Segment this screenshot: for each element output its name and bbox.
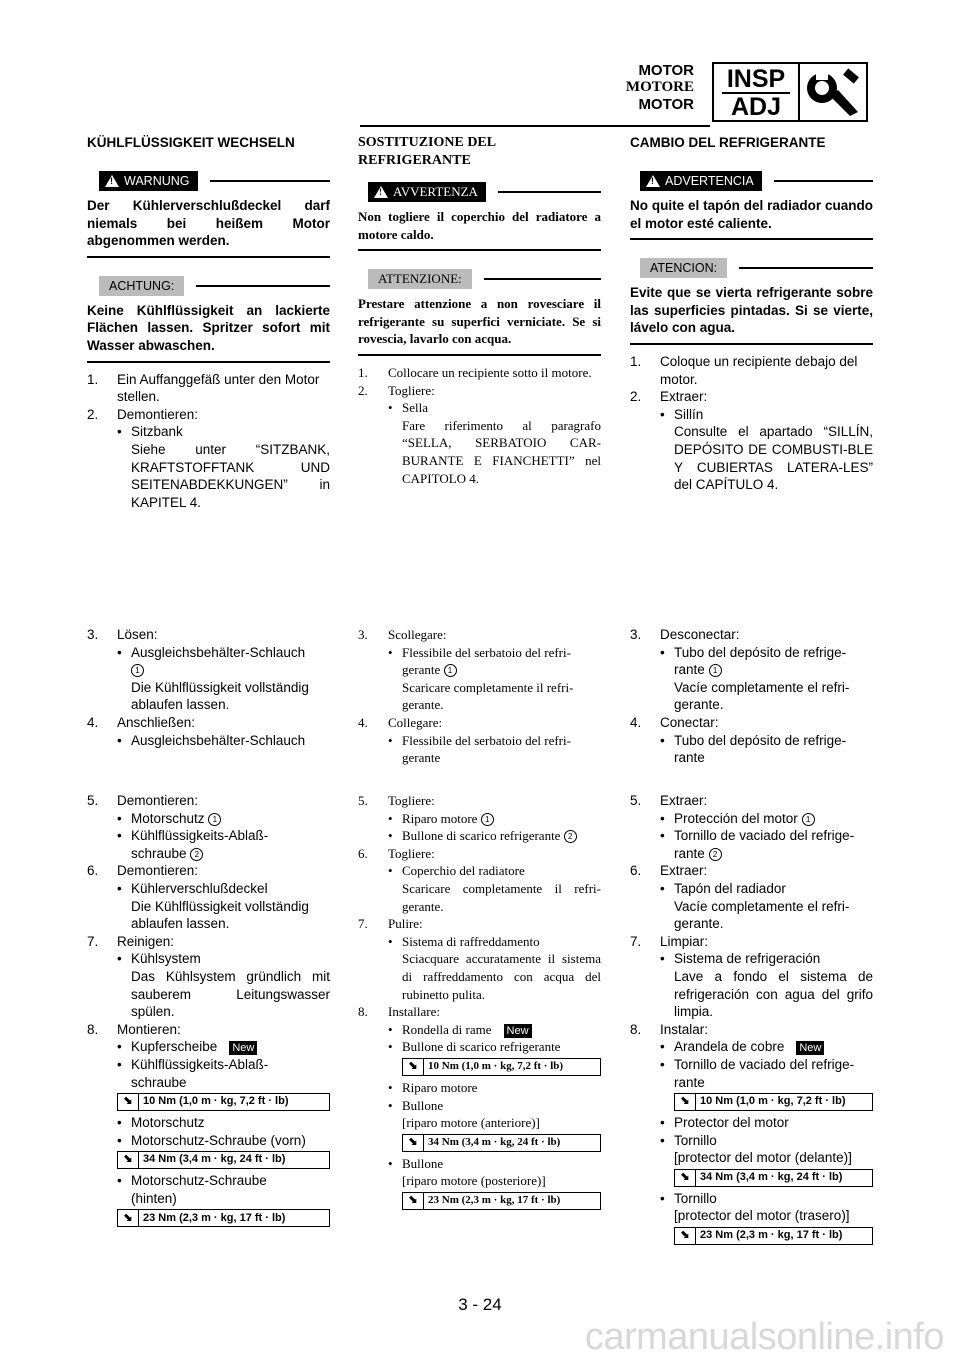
caution-text: Prestare attenzione a non rovesciare il refrigerante su superfici verniciate. Se si rovescia, lavarlo con acqua. [358, 295, 601, 356]
callout-number: 2 [709, 848, 722, 861]
step-number: 6. [87, 863, 99, 879]
step-8 [630, 1021, 873, 1091]
column-italian-steps-3-4 [358, 626, 601, 767]
bullet-item: • Kühlflüssigkeits-Ablaß-schraube [117, 1056, 330, 1091]
step-5 [358, 792, 601, 845]
warning-badge [99, 171, 198, 191]
caution-text: Keine Kühlflüssigkeit an lackierte Flächen lassen. Spritzer sofort mit Wasser abwaschen. [87, 302, 330, 363]
divider [739, 267, 873, 269]
bullet-text: Riparo motore [402, 810, 478, 826]
step-7 [358, 915, 601, 1003]
bullet-detail: Die Kühlflüssigkeit vollständig ablaufen lassen. [131, 898, 309, 932]
step-text: Reinigen: [117, 933, 175, 949]
torque-value: 10 Nm (1,0 m · kg, 7,2 ft · lb) [428, 1060, 564, 1073]
bullet-text: Bullone [402, 1097, 444, 1113]
torque-wrench-icon: ⬊ [675, 1094, 696, 1110]
step-number: 5. [358, 793, 368, 808]
bullet-text: Sistema de refrigeración [674, 951, 821, 967]
bullet-text: Ausgleichsbehälter-Schlauch [131, 644, 306, 660]
bullet-text: Bullone [402, 1155, 444, 1171]
callout-number: 1 [131, 664, 144, 677]
new-badge: New [504, 1024, 532, 1038]
step-text: Collocare un recipiente sotto il motore. [388, 364, 592, 380]
torque-value: 34 Nm (3,4 m · kg, 24 ft · lb) [700, 1171, 843, 1184]
section-title: CAMBIO DEL REFRIGERANTE [630, 135, 826, 150]
bullet-item: • Ausgleichsbehälter-Schlauch 1 Die Kühlflüssigkeit vollständig ablaufen lassen. [117, 644, 330, 714]
column-spanish [630, 134, 873, 494]
header-rule [360, 125, 710, 127]
bullet-text: Bullone di scarico refrigerante [402, 1039, 561, 1055]
bullet-item: • Motorschutz-Schraube (hinten) [117, 1172, 330, 1207]
step-number: 3. [87, 627, 99, 642]
torque-value: 23 Nm (2,3 m · kg, 17 ft · lb) [143, 1211, 286, 1224]
step-text: Lösen: [117, 627, 158, 642]
step-number: 2. [87, 406, 99, 422]
step-text: Extraer: [660, 863, 708, 879]
bullet-item: • Ausgleichsbehälter-Schlauch [117, 732, 306, 748]
step-6 [630, 862, 873, 932]
bullet-detail: Vacíe completamente el refri-gerante. [674, 898, 850, 932]
step-number: 1. [630, 353, 642, 369]
insp-adj-badge [712, 62, 868, 122]
bullet-text: Riparo motore [402, 1079, 478, 1095]
warning-triangle-icon [646, 175, 660, 187]
bullet-item: • Kupferscheibe New [117, 1038, 330, 1056]
warning-label: AVVERTENZA [393, 184, 478, 199]
section-labels [560, 62, 694, 113]
step-text: Pulire: [388, 916, 423, 932]
divider [498, 191, 601, 193]
bullet-text: Arandela de cobre [674, 1039, 785, 1055]
bullet-detail: [protector del motor (delante)] [674, 1150, 852, 1166]
bullet-text: Rondella di rame [402, 1021, 492, 1037]
callout-number: 1 [709, 664, 722, 677]
step-7 [630, 933, 873, 1021]
divider [774, 180, 873, 182]
warning-header [640, 171, 873, 191]
bullet-text: Tapón del radiador [674, 880, 786, 896]
torque-wrench-icon: ⬊ [118, 1152, 139, 1168]
step-8 [87, 1021, 330, 1091]
torque-wrench-icon: ⬊ [403, 1135, 424, 1151]
step-text: Instalar: [660, 1021, 709, 1037]
step-text: Demontieren: [117, 863, 199, 879]
torque-spec [674, 1169, 873, 1187]
caution-header [368, 269, 601, 289]
torque-spec [402, 1058, 601, 1076]
step-number: 5. [87, 793, 99, 808]
section-label-es: MOTOR [638, 96, 694, 113]
bullet-item: • Coperchio del radiatore Scaricare completamente il refri-gerante. [388, 863, 601, 914]
torque-value: 23 Nm (2,3 m · kg, 17 ft · lb) [428, 1194, 561, 1207]
bullet-text: Coperchio del radiatore [402, 863, 525, 879]
bullet-text: Kühlflüssigkeits-Ablaß-schraube [131, 828, 269, 861]
torque-spec [674, 1093, 873, 1111]
bullet-item: • Rondella di rame New [388, 1021, 601, 1039]
steps-1-2 [630, 353, 873, 494]
bullet-detail: Scaricare completamente il refri-gerante. [402, 880, 601, 914]
column-german-steps-3-4 [87, 626, 330, 749]
step-3 [358, 626, 601, 714]
warning-triangle-icon [105, 175, 119, 187]
step-4 [87, 714, 330, 749]
bullet-detail: Scaricare completamente il refri-gerante. [402, 679, 574, 713]
torque-spec [117, 1151, 330, 1169]
step-5 [87, 792, 330, 862]
step-8 [358, 1003, 601, 1056]
step-number: 4. [87, 714, 99, 730]
divider [210, 180, 330, 182]
step-text: Anschließen: [117, 714, 196, 730]
insp-label: INSP [726, 65, 786, 93]
torque-value: 10 Nm (1,0 m · kg, 7,2 ft · lb) [143, 1095, 289, 1108]
bullet-item: • Tornillo [protector del motor (trasero)] [660, 1190, 850, 1224]
bullet-detail: Das Kühlsystem gründlich mit sauberem Leitungswasser spülen. [131, 968, 330, 1020]
warning-text: No quite el tapón del radiador cuando el motor esté caliente. [630, 197, 873, 240]
warning-text: Non togliere il coperchio del radiatore a motore caldo. [358, 208, 601, 251]
bullet-text: Bullone di scarico refrigerante [402, 828, 561, 844]
torque-spec [402, 1192, 601, 1210]
bullet-item: • Flessibile del serbatoio del refri-gerante [388, 732, 601, 767]
step-text: Conectar: [660, 714, 719, 730]
step-text: Extraer: [660, 389, 708, 405]
bullet-text: Motorschutz [131, 810, 205, 826]
step-2 [630, 388, 873, 494]
step-number: 7. [358, 916, 368, 932]
step-number: 2. [358, 382, 368, 398]
torque-spec [402, 1134, 601, 1152]
step-5 [630, 792, 873, 862]
step-text: Togliere: [388, 793, 435, 808]
bullet-text: Tornillo [674, 1190, 717, 1206]
step-6 [87, 862, 330, 932]
section-label-de: MOTOR [638, 62, 694, 79]
bullet-item: • Riparo motore [388, 1079, 478, 1095]
torque-wrench-icon: ⬊ [118, 1094, 139, 1110]
callout-number: 1 [481, 813, 494, 826]
torque-value: 23 Nm (2,3 m · kg, 17 ft · lb) [700, 1229, 843, 1242]
bullet-item: • Tubo del depósito de refrige-rante 1 Vacíe completamente el refri-gerante. [660, 644, 873, 714]
bullet-text: Ausgleichsbehälter-Schlauch [131, 732, 306, 748]
bullet-text: Tubo del depósito de refrige-rante [674, 732, 847, 766]
bullet-text: Motorschutz-Schraube (hinten) [131, 1173, 267, 1206]
bullet-text: Kühlflüssigkeits-Ablaß-schraube [131, 1056, 269, 1090]
bullet-text: Kühlsystem [131, 951, 201, 967]
torque-value: 34 Nm (3,4 m · kg, 24 ft · lb) [143, 1153, 286, 1166]
bullet-item: • Kühlerverschlußdeckel Die Kühlflüssigkeit vollständig ablaufen lassen. [117, 880, 330, 933]
step-number: 7. [87, 933, 99, 949]
bullet-text: Tornillo de vaciado del refrige-rante [674, 828, 855, 861]
step-text: Togliere: [388, 845, 435, 861]
step-7 [87, 933, 330, 1021]
bullet-text: Motorschutz [131, 1115, 205, 1131]
bullet-item: • Tornillo de vaciado del refrige-rante [660, 1056, 873, 1091]
bullet-item: • Sistema de refrigeración Lave a fondo el sistema de refrigeración con agua del grifo limpia. [660, 951, 873, 1020]
column-italian [358, 134, 601, 487]
step-text: Ein Auffanggefäß unter den Motor stellen. [117, 371, 320, 405]
step-number: 8. [87, 1021, 99, 1037]
callout-number: 1 [208, 813, 221, 826]
column-german [87, 134, 330, 511]
bullet-item: • Sillín Consulte el apartado “SILLÍN, DEPÓSITO DE COMBUSTI-BLE Y CUBIERTAS LATERA-LES” del CAPÍTULO 4. [660, 406, 873, 493]
step-text: Installare: [388, 1004, 440, 1020]
bullet-text: Protección del motor [674, 810, 798, 826]
bullet-item: • Kühlsystem Das Kühlsystem gründlich mit sauberem Leitungswasser spülen. [117, 951, 330, 1020]
bullet-detail: Die Kühlflüssigkeit vollständig ablaufen lassen. [131, 679, 309, 713]
step-text: Scollegare: [388, 627, 447, 642]
bullet-detail: Sciacquare accuratamente il sistema di raffreddamento con acqua del rubinetto pulita. [402, 951, 601, 1002]
bullet-item: • Bullone [riparo motore (posteriore)] [388, 1155, 546, 1189]
bullet-item: • Protección del motor 1 [660, 810, 873, 828]
callout-number: 2 [564, 830, 577, 843]
bullet-item: • Tapón del radiador Vacíe completamente el refri-gerante. [660, 880, 873, 933]
steps-1-2 [358, 364, 601, 487]
column-german-steps-5-8 [87, 792, 330, 1230]
step-number: 1. [358, 364, 368, 380]
callout-number: 1 [444, 664, 457, 677]
warning-header [99, 171, 330, 191]
torque-wrench-icon: ⬊ [675, 1228, 696, 1244]
step-text: Desconectar: [660, 627, 740, 642]
warning-triangle-icon [374, 186, 388, 198]
torque-spec [674, 1227, 873, 1245]
bullet-item: • Sistema di raffreddamento Sciacquare accuratamente il sistema di raffreddamento con acqua del rubinetto pulita. [388, 933, 601, 1002]
bullet-detail: Lave a fondo el sistema de refrigeración con agua del grifo limpia. [674, 968, 873, 1020]
bullet-detail: Vacíe completamente el refri-gerante. [674, 679, 850, 713]
step-number: 2. [630, 389, 642, 405]
bullet-item: • Sella Fare riferimento al paragrafo “SELLA, SERBATOIO CAR-BURANTE E FIANCHETTI” nel CAPITOLO 4. [388, 400, 601, 486]
torque-spec [117, 1209, 330, 1227]
step-text: Togliere: [388, 382, 435, 398]
torque-spec [117, 1093, 330, 1111]
new-badge: New [229, 1041, 257, 1055]
torque-wrench-icon: ⬊ [403, 1059, 424, 1075]
bullet-text: Tubo del depósito de refrige-rante [674, 644, 847, 678]
bullet-text: Motorschutz-Schraube (vorn) [131, 1132, 306, 1148]
bullet-text: Sillín [674, 406, 704, 422]
adj-label: ADJ [722, 92, 790, 120]
callout-number: 2 [190, 848, 203, 861]
step-2 [87, 406, 330, 512]
section-title: SOSTITUZIONE DEL REFRIGERANTE [358, 135, 496, 168]
bullet-text: Tornillo de vaciado del refrige-rante [674, 1056, 855, 1090]
step-number: 4. [630, 714, 642, 730]
warning-label: ADVERTENCIA [665, 174, 754, 188]
divider [484, 278, 601, 280]
section-label-it: MOTORE [625, 79, 694, 95]
new-badge: New [796, 1041, 824, 1055]
column-spanish-steps-3-4 [630, 626, 873, 767]
bullet-text: Tornillo [674, 1132, 717, 1148]
torque-value: 34 Nm (3,4 m · kg, 24 ft · lb) [428, 1135, 561, 1148]
step-text: Demontieren: [117, 406, 199, 422]
step-4 [630, 714, 873, 767]
step-1 [87, 371, 330, 406]
bullet-item: • Bullone [riparo motore (anteriore)] [388, 1097, 540, 1131]
torque-wrench-icon: ⬊ [118, 1210, 139, 1226]
warning-text: Der Kühlerverschlußdeckel darf niemals bei heißem Motor abgenommen werden. [87, 197, 330, 258]
bullet-detail: [riparo motore (posteriore)] [402, 1173, 546, 1189]
bullet-text: Kühlerverschlußdeckel [131, 880, 268, 896]
wrench-icon [800, 66, 866, 118]
step-6 [358, 845, 601, 915]
bullet-item: • Motorschutz [117, 1115, 205, 1131]
callout-number: 1 [802, 813, 815, 826]
step-4 [358, 714, 601, 767]
bullet-detail: [protector del motor (trasero)] [674, 1208, 850, 1224]
caution-badge: ATENCION: [640, 258, 727, 278]
bullet-text: Protector del motor [674, 1115, 789, 1131]
bullet-item: • Motorschutz-Schraube (vorn) [117, 1132, 306, 1148]
column-spanish-steps-5-8 [630, 792, 873, 1248]
bullet-detail: Consulte el apartado “SILLÍN, DEPÓSITO DE COMBUSTI-BLE Y CUBIERTAS LATERA-LES” del CAPÍTULO 4. [674, 424, 873, 493]
caution-text: Evite que se vierta refrigerante sobre las superficies pintadas. Si se vierte, lávelo con agua. [630, 284, 873, 345]
caution-badge: ACHTUNG: [99, 276, 184, 296]
bullet-detail: Fare riferimento al paragrafo “SELLA, SERBATOIO CAR-BURANTE E FIANCHETTI” nel CAPITOLO 4. [402, 417, 601, 486]
bullet-item: • Protector del motor [660, 1115, 789, 1131]
bullet-text: Sella [402, 400, 428, 416]
warning-badge [640, 171, 762, 191]
step-number: 8. [630, 1021, 642, 1037]
step-number: 7. [630, 933, 642, 949]
bullet-item: • Tornillo de vaciado del refrige-rante 2 [660, 828, 855, 861]
step-number: 6. [358, 845, 368, 861]
bullet-detail: [riparo motore (anteriore)] [402, 1115, 540, 1131]
step-number: 1. [87, 371, 99, 387]
bullet-item: • Tubo del depósito de refrige-rante [660, 732, 873, 767]
section-title: KÜHLFLÜSSIGKEIT WECHSELN [87, 135, 295, 150]
bullet-text: Flessibile del serbatoio del refri-gerante [402, 732, 571, 766]
caution-header [640, 258, 873, 278]
step-2 [358, 382, 601, 488]
warning-label: WARNUNG [124, 174, 190, 188]
page-number: 3 - 24 [458, 1295, 502, 1314]
bullet-text: Sitzbank [131, 424, 183, 440]
step-number: 5. [630, 793, 642, 808]
bullet-item: • Sitzbank Siehe unter “SITZBANK, KRAFTSTOFFTANK UND SEITENABDEKKUNGEN” in KAPITEL 4. [117, 424, 330, 510]
divider [196, 285, 330, 287]
bullet-text: Flessibile del serbatoio del refri-gerante [402, 644, 571, 678]
step-3 [87, 626, 330, 714]
bullet-item: • Arandela de cobre New [660, 1038, 873, 1056]
torque-wrench-icon: ⬊ [675, 1170, 696, 1186]
step-text: Limpiar: [660, 933, 709, 949]
step-number: 4. [358, 714, 368, 730]
bullet-text: Kupferscheibe [131, 1039, 218, 1055]
bullet-item: • Motorschutz 1 [117, 810, 330, 828]
insp-adj-label [714, 64, 800, 120]
step-1 [358, 364, 601, 382]
step-1 [630, 353, 873, 388]
bullet-item: • Kühlflüssigkeits-Ablaß-schraube 2 [117, 828, 269, 861]
column-italian-steps-5-8 [358, 792, 601, 1213]
warning-badge [368, 182, 486, 202]
step-text: Collegare: [388, 714, 443, 730]
step-number: 3. [358, 627, 368, 642]
warning-header [368, 182, 601, 202]
watermark: carmanualsonline.info [584, 1316, 944, 1358]
step-number: 8. [358, 1004, 368, 1020]
step-number: 6. [630, 863, 642, 879]
step-text: Coloque un recipiente debajo del motor. [660, 353, 858, 387]
bullet-text: Sistema di raffreddamento [402, 933, 540, 949]
bullet-item: • Riparo motore 1 [388, 810, 601, 828]
step-text: Extraer: [660, 793, 708, 808]
step-text: Montieren: [117, 1021, 181, 1037]
bullet-item: • Bullone di scarico refrigerante [388, 1039, 561, 1055]
bullet-detail: Siehe unter “SITZBANK, KRAFTSTOFFTANK UND SEITENABDEKKUNGEN” in KAPITEL 4. [131, 441, 330, 510]
caution-badge: ATTENZIONE: [368, 269, 472, 289]
bullet-item: • Bullone di scarico refrigerante 2 [388, 827, 601, 845]
bullet-item: • Tornillo [protector del motor (delante)] [660, 1132, 852, 1166]
step-number: 3. [630, 627, 642, 642]
caution-header [99, 276, 330, 296]
bullet-item: • Flessibile del serbatoio del refri-gerante 1 Scaricare completamente il refri-gerante. [388, 644, 601, 714]
torque-wrench-icon: ⬊ [403, 1193, 424, 1209]
step-3 [630, 626, 873, 714]
step-text: Demontieren: [117, 793, 199, 808]
steps-1-2 [87, 371, 330, 512]
torque-value: 10 Nm (1,0 m · kg, 7,2 ft · lb) [700, 1095, 846, 1108]
